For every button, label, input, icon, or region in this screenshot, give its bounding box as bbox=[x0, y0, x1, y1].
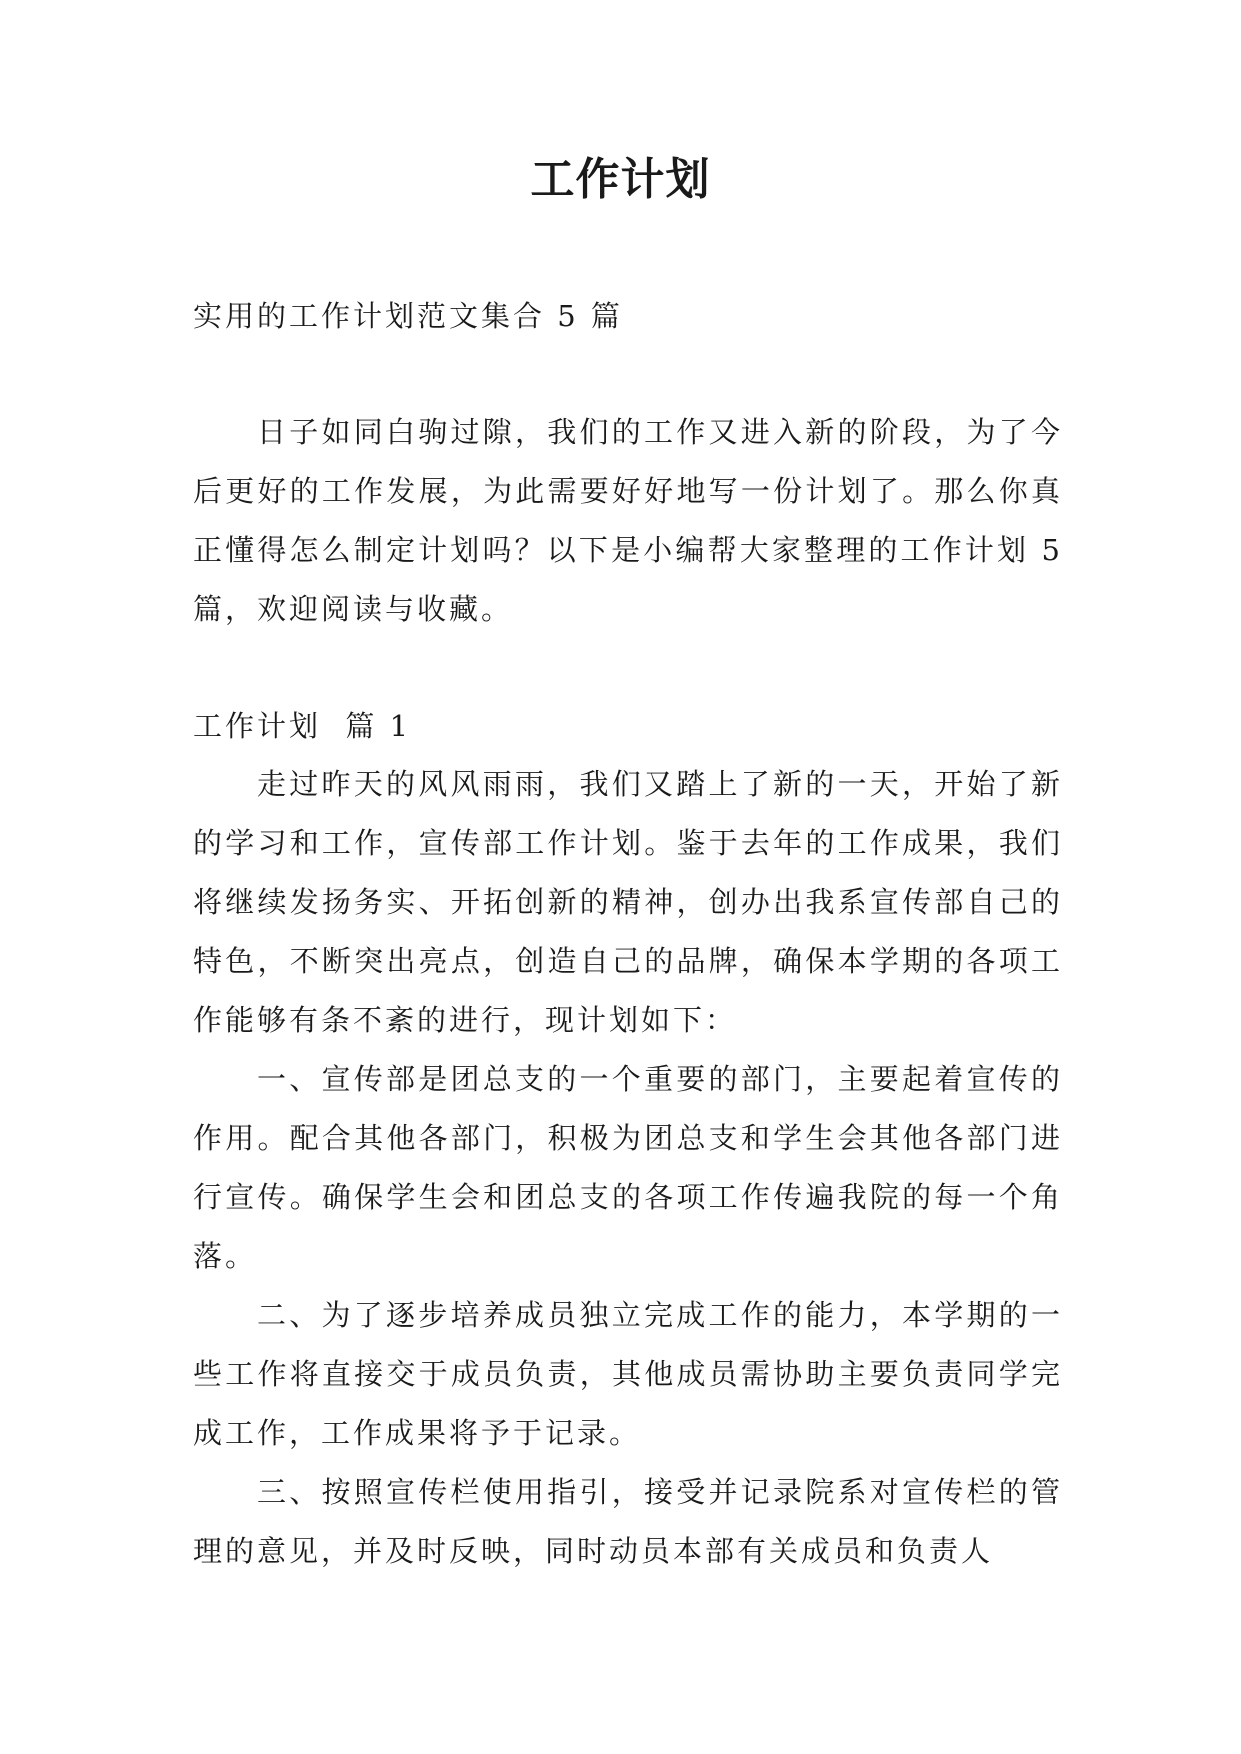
section-heading: 工作计划 篇 1 bbox=[193, 709, 412, 743]
section-paragraph: 一、宣传部是团总支的一个重要的部门，主要起着宣传的作用。配合其他各部门，积极为团总支和学生会其他各部门进行宣传。确保学生会和团总支的各项工作传遍我院的每一个角落。 bbox=[193, 1062, 1063, 1273]
section-paragraph: 三、按照宣传栏使用指引，接受并记录院系对宣传栏的管理的意见，并及时反映，同时动员本部有关成员和负责人 bbox=[193, 1475, 1063, 1568]
section-paragraph: 走过昨天的风风雨雨，我们又踏上了新的一天，开始了新的学习和工作，宣传部工作计划。鉴于去年的工作成果，我们将继续发扬务实、开拓创新的精神，创办出我系宣传部自己的特色，不断突出亮点，创造自己的品牌，确保本学期的各项工作能够有条不紊的进行，现计划如下： bbox=[193, 767, 1063, 1037]
section-body bbox=[193, 755, 1063, 1581]
section-paragraph: 二、为了逐步培养成员独立完成工作的能力，本学期的一些工作将直接交于成员负责，其他成员需协助主要负责同学完成工作，工作成果将予于记录。 bbox=[193, 1298, 1063, 1450]
document-title: 工作计划 bbox=[530, 154, 711, 205]
intro-paragraph: 日子如同白驹过隙，我们的工作又进入新的阶段，为了今后更好的工作发展，为此需要好好地写一份计划了。那么你真正懂得怎么制定计划吗？以下是小编帮大家整理的工作计划 5 篇，欢迎阅读与收藏。 bbox=[193, 415, 1063, 626]
document-subtitle: 实用的工作计划范文集合 5 篇 bbox=[193, 299, 623, 333]
